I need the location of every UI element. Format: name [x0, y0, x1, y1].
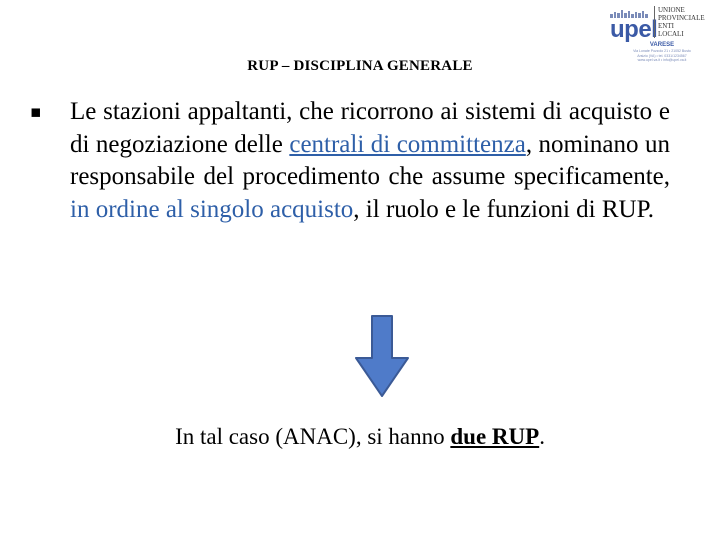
conclusion-suffix: . — [539, 424, 545, 449]
conclusion-text — [0, 424, 720, 450]
logo-city: VARESE — [649, 42, 675, 48]
bullet-point — [30, 96, 670, 226]
bullet-marker-icon: ▪ — [30, 102, 42, 122]
slide-title: RUP – DISCIPLINA GENERALE — [247, 58, 473, 74]
bullet-highlight: in ordine al singolo acquisto — [70, 195, 354, 223]
bullet-text — [70, 96, 670, 226]
centrali-di-committenza-link[interactable]: centrali di committenza — [289, 130, 526, 158]
upel-logo — [606, 4, 718, 66]
logo-wordmark: upel — [610, 16, 658, 43]
down-arrow-icon — [352, 314, 412, 398]
bullet-text-part2: , nominano un responsabile del procedimento che assume specificamente, — [70, 130, 671, 190]
bullet-text-part3: , il ruolo e le funzioni di RUP. — [353, 195, 654, 223]
logo-org-name: UNIONE PROVINCIALE ENTI LOCALI — [654, 6, 705, 38]
logo-contact: Via Lonate Pozzolo 21 • 21052 Busto Arsizio (VA) • tel. 0331/1234567 www.upel.va.it • info@upel.va.it — [633, 49, 691, 62]
conclusion-emphasis: due RUP — [450, 424, 540, 449]
bullet-text-part1: Le stazioni appaltanti, che ricorrono ai sistemi di acquisto e di negoziazione delle — [70, 98, 670, 158]
conclusion-prefix: In tal caso (ANAC), si hanno — [175, 424, 451, 449]
